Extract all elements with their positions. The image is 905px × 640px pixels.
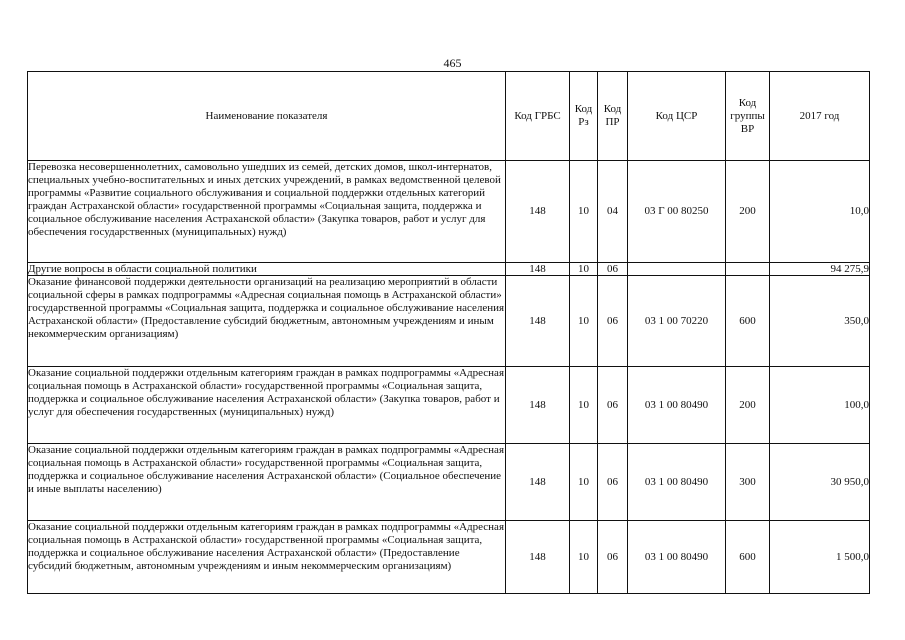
row-amount: 100,0 <box>770 367 870 444</box>
row-amount: 350,0 <box>770 276 870 367</box>
table-row <box>28 367 870 444</box>
header-name: Наименование показателя <box>28 72 506 161</box>
table-row <box>28 521 870 594</box>
header-csr: Код ЦСР <box>628 72 726 161</box>
row-amount: 30 950,0 <box>770 444 870 521</box>
row-csr: 03 1 00 80490 <box>628 444 726 521</box>
row-vr <box>726 263 770 276</box>
row-csr <box>628 263 726 276</box>
row-grbs: 148 <box>506 161 570 263</box>
row-amount: 10,0 <box>770 161 870 263</box>
budget-table <box>27 71 870 594</box>
row-vr: 600 <box>726 521 770 594</box>
header-vr: Код группы ВР <box>726 72 770 161</box>
header-year: 2017 год <box>770 72 870 161</box>
row-csr: 03 1 00 80490 <box>628 367 726 444</box>
header-grbs: Код ГРБС <box>506 72 570 161</box>
row-vr: 600 <box>726 276 770 367</box>
row-name: Оказание социальной поддержки отдельным категориям граждан в рамках подпрограммы «Адресная социальная помощь в Астраханской области» государственной программы «Социальная защита, поддержка и социальное обслуживание населения Астраханской области» (Социальное обеспечение и иные выплаты населению) <box>28 444 506 521</box>
row-grbs: 148 <box>506 367 570 444</box>
row-csr: 03 1 00 70220 <box>628 276 726 367</box>
header-rz: Код Рз <box>570 72 598 161</box>
row-grbs: 148 <box>506 263 570 276</box>
row-rz: 10 <box>570 521 598 594</box>
row-vr: 200 <box>726 161 770 263</box>
row-rz: 10 <box>570 367 598 444</box>
table-row <box>28 161 870 263</box>
header-pr: Код ПР <box>598 72 628 161</box>
row-name: Оказание социальной поддержки отдельным категориям граждан в рамках подпрограммы «Адресная социальная помощь в Астраханской области» государственной программы «Социальная защита, поддержка и социальное обслуживание населения Астраханской области» (Закупка товаров, работ и услуг для обеспечения государственных (муниципальных) нужд) <box>28 367 506 444</box>
row-pr: 04 <box>598 161 628 263</box>
row-rz: 10 <box>570 263 598 276</box>
table-header-row <box>28 72 870 161</box>
row-csr: 03 1 00 80490 <box>628 521 726 594</box>
row-name: Другие вопросы в области социальной политики <box>28 263 506 276</box>
page-number: 465 <box>443 56 462 70</box>
row-pr: 06 <box>598 276 628 367</box>
row-amount: 94 275,9 <box>770 263 870 276</box>
row-grbs: 148 <box>506 276 570 367</box>
row-grbs: 148 <box>506 521 570 594</box>
row-vr: 300 <box>726 444 770 521</box>
table-row <box>28 444 870 521</box>
table-row <box>28 276 870 367</box>
table-row <box>28 263 870 276</box>
row-pr: 06 <box>598 521 628 594</box>
row-rz: 10 <box>570 161 598 263</box>
row-csr: 03 Г 00 80250 <box>628 161 726 263</box>
row-pr: 06 <box>598 263 628 276</box>
row-pr: 06 <box>598 444 628 521</box>
row-name: Перевозка несовершеннолетних, самовольно ушедших из семей, детских домов, школ-интернатов, специальных учебно-воспитательных и иных детских учреждений, в рамках ведомственной целевой программы «Развитие социального обслуживания и социальной поддержки отдельных категорий граждан Астраханской области» государственной программы «Социальная защита, поддержка и социальное обслуживание населения Астраханской области» (Закупка товаров, работ и услуг для обеспечения государственных (муниципальных) нужд) <box>28 161 506 263</box>
row-rz: 10 <box>570 276 598 367</box>
row-pr: 06 <box>598 367 628 444</box>
row-name: Оказание социальной поддержки отдельным категориям граждан в рамках подпрограммы «Адресная социальная помощь в Астраханской области» государственной программы «Социальная защита, поддержка и социальное обслуживание населения Астраханской области» (Предоставление субсидий бюджетным, автономным учреждениям и иным некоммерческим организациям) <box>28 521 506 594</box>
row-grbs: 148 <box>506 444 570 521</box>
row-amount: 1 500,0 <box>770 521 870 594</box>
row-vr: 200 <box>726 367 770 444</box>
row-name: Оказание финансовой поддержки деятельности организаций на реализацию мероприятий в области социальной сферы в рамках подпрограммы «Адресная социальная помощь в Астраханской области» государственной программы «Социальная защита, поддержка и социальное обслуживание населения Астраханской области» (Предоставление субсидий бюджетным, автономным учреждениям и иным некоммерческим организациям) <box>28 276 506 367</box>
row-rz: 10 <box>570 444 598 521</box>
